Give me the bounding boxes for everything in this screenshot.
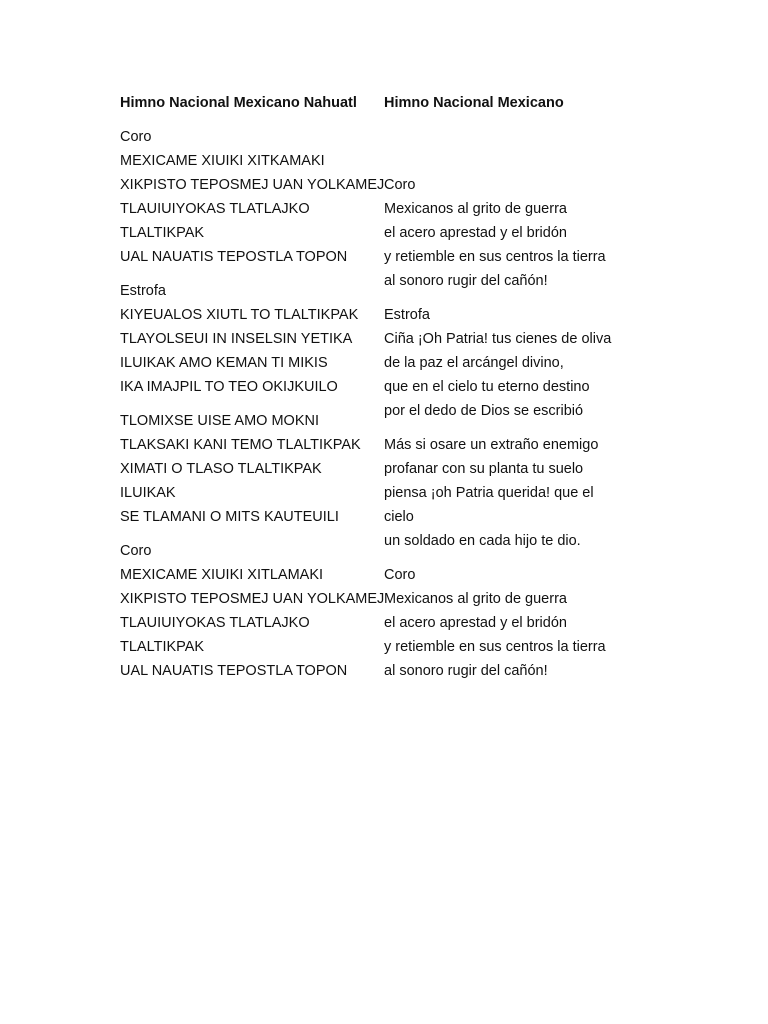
nahuatl-lyrics-column xyxy=(120,0,385,1024)
spanish-lyric-line: Coro xyxy=(384,567,416,583)
spanish-lyric-line: Ciña ¡Oh Patria! tus cienes de oliva xyxy=(384,331,612,347)
nahuatl-lyric-line: TLAUIUIYOKAS TLATLAJKO xyxy=(120,615,310,631)
spanish-lyric-line: y retiemble en sus centros la tierra xyxy=(384,639,606,655)
nahuatl-lyric-line: TLAYOLSEUI IN INSELSIN YETIKA xyxy=(120,331,353,347)
nahuatl-lyric-line: TLOMIXSE UISE AMO MOKNI xyxy=(120,413,320,429)
nahuatl-lyric-line: SE TLAMANI O MITS KAUTEUILI xyxy=(120,509,339,525)
nahuatl-lyric-line: ILUIKAK AMO KEMAN TI MIKIS xyxy=(120,355,328,371)
spanish-lyric-line: Más si osare un extraño enemigo xyxy=(384,437,599,453)
spanish-lyric-line: por el dedo de Dios se escribió xyxy=(384,403,584,419)
nahuatl-lyric-line: XIKPISTO TEPOSMEJ UAN YOLKAMEJ xyxy=(120,177,385,193)
spanish-lyric-line: Estrofa xyxy=(384,307,430,323)
spanish-lyric-line: piensa ¡oh Patria querida! que el xyxy=(384,485,594,501)
spanish-lyric-line: de la paz el arcángel divino, xyxy=(384,355,564,371)
nahuatl-lyric-line: UAL NAUATIS TEPOSTLA TOPON xyxy=(120,663,348,679)
spanish-lyric-line: cielo xyxy=(384,509,414,525)
nahuatl-lyric-line: TLALTIKPAK xyxy=(120,225,205,241)
nahuatl-lyric-line: Coro xyxy=(120,129,152,145)
nahuatl-lyric-line: MEXICAME XIUIKI XITKAMAKI xyxy=(120,153,325,169)
nahuatl-lyric-line: TLAKSAKI KANI TEMO TLALTIKPAK xyxy=(120,437,361,453)
nahuatl-lyric-line: Estrofa xyxy=(120,283,166,299)
nahuatl-lyric-line: TLAUIUIYOKAS TLATLAJKO xyxy=(120,201,310,217)
spanish-lyric-line: y retiemble en sus centros la tierra xyxy=(384,249,606,265)
nahuatl-lyric-line: KIYEUALOS XIUTL TO TLALTIKPAK xyxy=(120,307,359,323)
heading-spanish: Himno Nacional Mexicano xyxy=(384,95,564,111)
spanish-lyric-line: Coro xyxy=(384,177,416,193)
spanish-lyric-line: al sonoro rugir del cañón! xyxy=(384,273,548,289)
nahuatl-lyric-line: IKA IMAJPIL TO TEO OKIJKUILO xyxy=(120,379,338,395)
nahuatl-lyric-line: Coro xyxy=(120,543,152,559)
spanish-lyric-line: Mexicanos al grito de guerra xyxy=(384,591,567,607)
nahuatl-lyric-line: MEXICAME XIUIKI XITLAMAKI xyxy=(120,567,324,583)
nahuatl-lyric-line: XIMATI O TLASO TLALTIKPAK xyxy=(120,461,322,477)
spanish-lyric-line: un soldado en cada hijo te dio. xyxy=(384,533,581,549)
nahuatl-lyric-line: TLALTIKPAK xyxy=(120,639,205,655)
spanish-lyric-line: el acero aprestad y el bridón xyxy=(384,225,567,241)
spanish-lyric-line: que en el cielo tu eterno destino xyxy=(384,379,590,395)
nahuatl-lyric-line: UAL NAUATIS TEPOSTLA TOPON xyxy=(120,249,348,265)
nahuatl-lyric-line: ILUIKAK xyxy=(120,485,176,501)
spanish-lyric-line: profanar con su planta tu suelo xyxy=(384,461,584,477)
spanish-lyric-line: el acero aprestad y el bridón xyxy=(384,615,567,631)
heading-nahuatl: Himno Nacional Mexicano Nahuatl xyxy=(120,95,357,111)
spanish-lyrics-column xyxy=(384,0,646,1024)
nahuatl-lyric-line: XIKPISTO TEPOSMEJ UAN YOLKAMEJ xyxy=(120,591,385,607)
spanish-lyric-line: Mexicanos al grito de guerra xyxy=(384,201,567,217)
spanish-lyric-line: al sonoro rugir del cañón! xyxy=(384,663,548,679)
